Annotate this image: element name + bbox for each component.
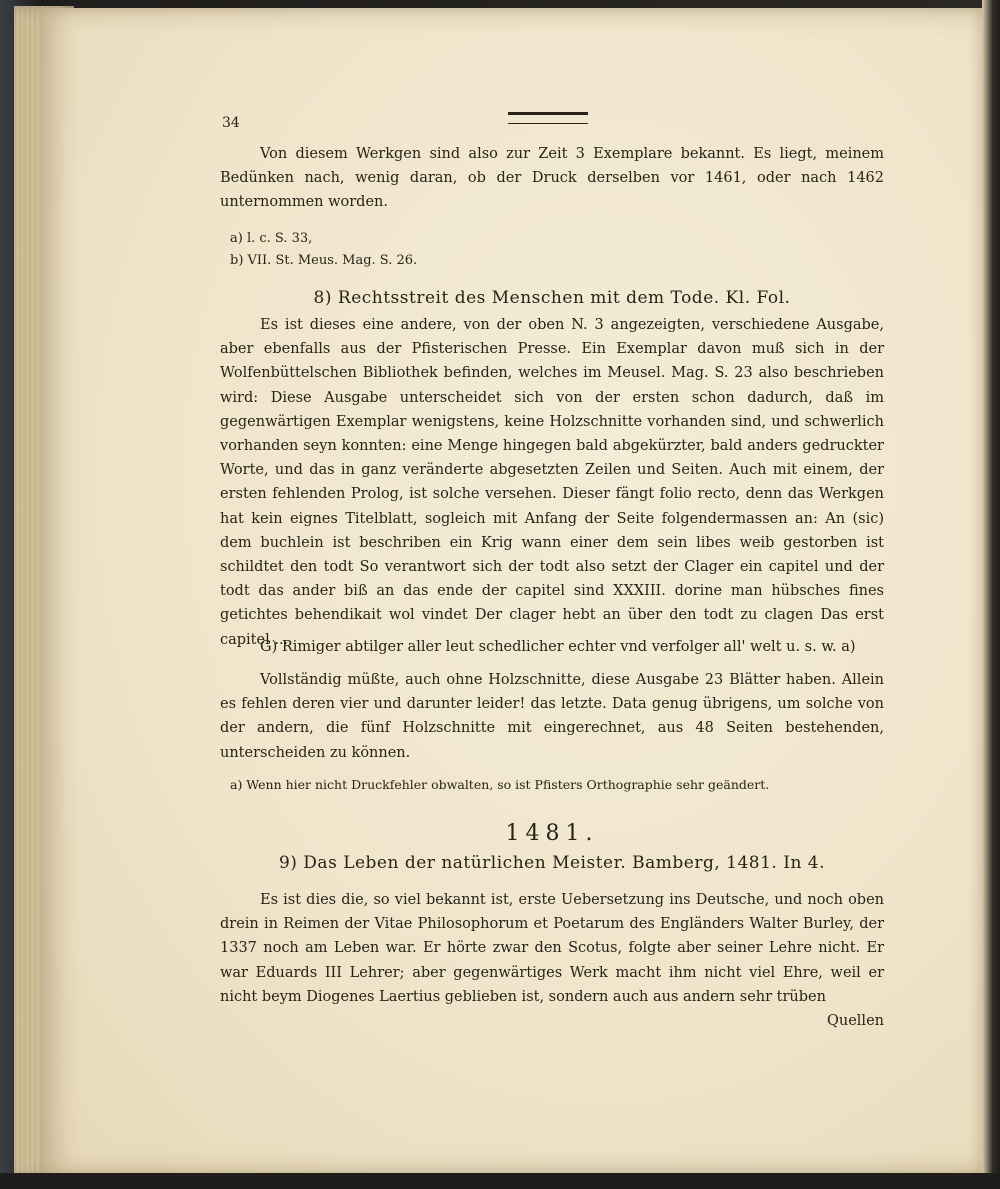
page-number: 34 xyxy=(222,115,240,131)
right-binding-edge xyxy=(982,0,1000,1189)
footnote-b: b) VII. St. Meus. Mag. S. 26. xyxy=(230,253,418,268)
entry-heading-8: 8) Rechtsstreit des Menschen mit dem Tode. Kl. Fol. xyxy=(313,288,791,308)
paragraph-3: G) Rimiger abtilger aller leut schedlicher echter vnd verfolger all' welt u. s. w. a) xyxy=(260,639,856,655)
header-double-rule xyxy=(508,112,588,124)
paragraph-4: Vollständig müßte, auch ohne Holzschnitte, diese Ausgabe 23 Blätter haben. Allein es fehlen deren vier und darunter leider! das letzte. Data genug übrigens, um solche von der andern, die fünf Holzschnitte mit eingerechnet, aus 48 Seiten bestehenden, unterscheiden zu können. xyxy=(220,672,884,761)
year-heading: 1481. xyxy=(505,821,599,846)
paragraph-2: Es ist dieses eine andere, von der oben N. 3 angezeigten, verschiedene Ausgabe, aber ebenfalls aus der Pfisterischen Presse. Ein Exemplar davon muß sich in der Wolfenbüttelschen Bibliothek befinden, welches im Meusel. Mag. S. 23 also beschrieben wird: Diese Ausgabe unterscheidet sich von der ersten schon dadurch, daß im gegenwärtigen Exemplar wenigstens, keine Holzschnitte vorhanden sind, und schwerlich vorhanden seyn konnten: eine Menge hingegen bald abgekürzter, bald anders gedruckter Worte, und das in ganz veränderte abgesetzten Zeilen und Seiten. Auch mit einem, der ersten fehlenden Prolog, ist solche versehen. Dieser fängt folio recto, denn das Werkgen hat kein eignes Titelblatt, sogleich mit Anfang der Seite folgendermassen an: An (sic) dem buchlein ist beschriben ein Krig wann einer dem sein libes weib gestorben ist schildtet den todt So verantwort sich der todt also setzt der Clager ein capitel und der todt das ander biß an das ende der capitel sind XXXIII. dorine man hübsches fines getichtes behendikait wol vindet Der clager hebt an über den todt zu clagen Das erst capitel .... xyxy=(220,317,884,648)
footnotes-1 xyxy=(220,228,884,272)
catchword: Quellen xyxy=(826,1013,884,1030)
paragraph-1: Von diesem Werkgen sind also zur Zeit 3 Exemplare bekannt. Es liegt, meinem Bedünken nach, wenig daran, ob der Druck derselben vor 1461, oder nach 1462 unternommen worden. xyxy=(220,146,884,211)
entry-heading-9: 9) Das Leben der natürlichen Meister. Bamberg, 1481. In 4. xyxy=(278,853,826,873)
footnote-a: a) l. c. S. 33, xyxy=(230,231,313,246)
bottom-shadow xyxy=(0,1173,1000,1189)
footnote-druckfehler: a) Wenn hier nicht Druckfehler obwalten, so ist Pfisters Orthographie sehr geändert. xyxy=(230,777,770,792)
paragraph-5: Es ist dies die, so viel bekannt ist, erste Uebersetzung ins Deutsche, und noch oben drein in Reimen der Vitae Philosophorum et Poetarum des Engländers Walter Burley, der 1337 noch am Leben war. Er hörte zwar den Scotus, folgte aber seiner Lehre nicht. Er war Eduards III Lehrer; aber gegenwärtiges Werk macht ihm nicht viel Ehre, weil er nicht beym Diogenes Laertius geblieben ist, sondern auch aus andern sehr trüben xyxy=(220,892,884,1005)
